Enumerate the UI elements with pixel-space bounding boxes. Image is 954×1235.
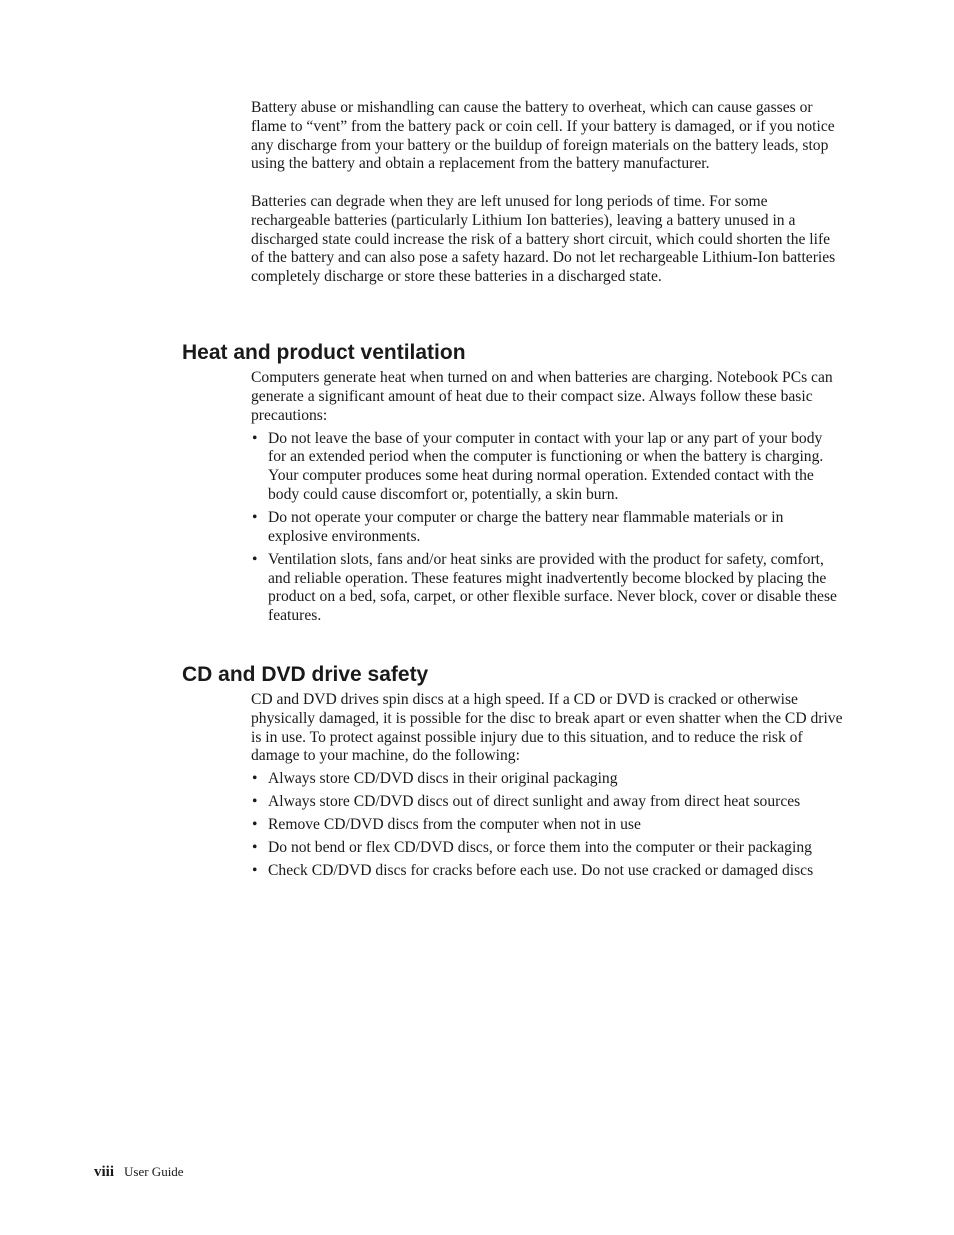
bullet-icon: •	[252, 429, 258, 447]
list-item-text: Check CD/DVD discs for cracks before each use. Do not use cracked or damaged discs	[268, 862, 814, 880]
battery-paragraph-1: Battery abuse or mishandling can cause the battery to overheat, which can cause gasses or flame to “vent” from the battery pack or coin cell. If your battery is damaged, or if you notice any discharge from your battery or the buildup of foreign materials on the battery leads, stop using the battery and obtain a replacement from the battery manufacturer.	[251, 99, 835, 173]
battery-paragraph-2: Batteries can degrade when they are left unused for long periods of time. For some rechargeable batteries (particularly Lithium Ion batteries), leaving a battery unused in a discharged state could increase the risk of a battery short circuit, which could shorten the life of the battery and can also pose a safety hazard. Do not let rechargeable Lithium-Ion batteries completely discharge or store these batteries in a discharged state.	[251, 192, 836, 286]
heat-heading: Heat and product ventilation	[182, 341, 466, 364]
heat-intro: Computers generate heat when turned on and when batteries are charging. Notebook PCs can generate a significant amount of heat due to their compact size. Always follow these basic precautions:	[251, 369, 833, 424]
battery-section	[251, 99, 843, 287]
cd-safety-list	[251, 770, 843, 881]
list-item-text: Remove CD/DVD discs from the computer when not in use	[268, 816, 641, 834]
list-item	[251, 770, 843, 789]
page-footer	[94, 1163, 184, 1181]
list-item	[251, 430, 843, 505]
bullet-icon: •	[252, 508, 258, 526]
bullet-icon: •	[252, 770, 258, 788]
cd-heading: CD and DVD drive safety	[182, 663, 429, 686]
bullet-icon: •	[252, 793, 258, 811]
cd-intro: CD and DVD drives spin discs at a high speed. If a CD or DVD is cracked or otherwise physically damaged, it is possible for the disc to break apart or even shatter when the CD drive is in use. To protect against possible injury due to this situation, and to reduce the risk of damage to your machine, do the following:	[251, 691, 843, 765]
list-item-text: Always store CD/DVD discs in their original packaging	[268, 770, 618, 788]
heat-section	[251, 369, 843, 630]
list-item	[251, 839, 843, 858]
bullet-icon: •	[252, 816, 258, 834]
heat-precautions-list	[251, 430, 843, 626]
bullet-icon: •	[252, 839, 258, 857]
footer-title: User Guide	[124, 1164, 184, 1179]
list-item-text: Do not leave the base of your computer in contact with your lap or any part of your body for an extended period when the computer is functioning or when the battery is charging. Your computer produces some heat during normal operation. Extended contact with the body could cause discomfort or, potentially, a skin burn.	[268, 429, 824, 503]
list-item-text: Do not operate your computer or charge the battery near flammable materials or in explosive environments.	[268, 508, 784, 545]
list-item	[251, 793, 843, 812]
cd-section	[251, 691, 843, 885]
bullet-icon: •	[252, 862, 258, 880]
list-item-text: Ventilation slots, fans and/or heat sinks are provided with the product for safety, comfort, and reliable operation. These features might inadvertently become blocked by placing the product on a bed, sofa, carpet, or other flexible surface. Never block, cover or disable these features.	[268, 550, 837, 625]
list-item-text: Always store CD/DVD discs out of direct sunlight and away from direct heat sources	[268, 793, 801, 811]
list-item-text: Do not bend or flex CD/DVD discs, or force them into the computer or their packaging	[268, 839, 812, 857]
page-number: viii	[94, 1164, 115, 1180]
list-item	[251, 509, 843, 547]
list-item	[251, 862, 843, 881]
list-item	[251, 551, 843, 626]
list-item	[251, 816, 843, 835]
bullet-icon: •	[252, 550, 258, 568]
